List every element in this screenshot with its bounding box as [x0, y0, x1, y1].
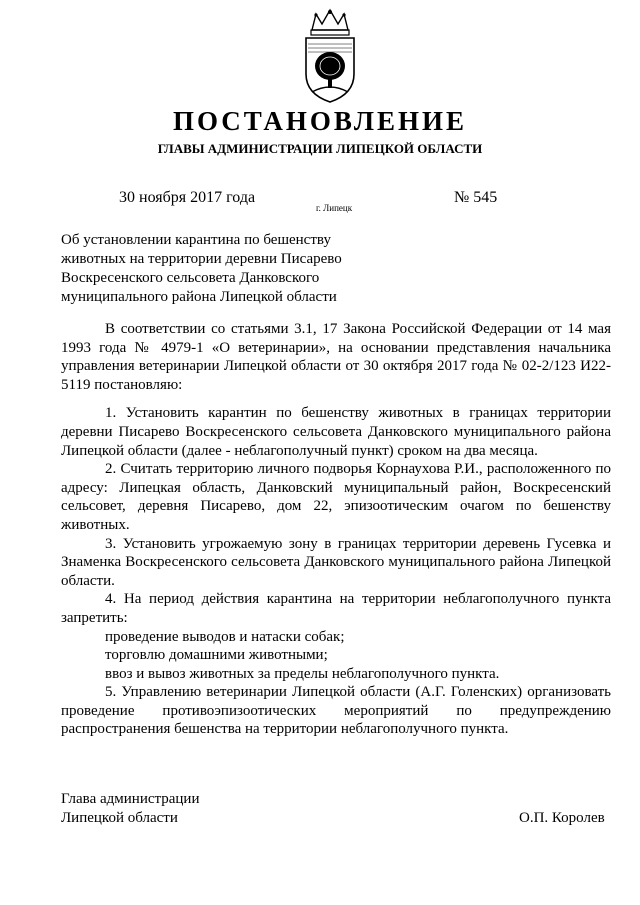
document-city: г. Липецк	[316, 203, 353, 213]
item-2-paragraph: 2. Считать территорию личного подворья Корнаухова Р.И., расположенного по адресу: Липецкая область, Данковский муниципальный район, Воскресенский сельсовет, деревня Писарево, дом 22, эпизоотическим очагом по бешенству животных.	[61, 461, 611, 533]
document-subject	[61, 231, 361, 307]
subject-line: Воскресенского сельсовета Данковского	[61, 270, 320, 286]
signatory-position-line: Глава администрации	[61, 791, 200, 807]
item-4-subitem: проведение выводов и натаски собак;	[105, 628, 345, 645]
item-4-subitem: торговлю домашними животными;	[105, 647, 328, 664]
item-1-paragraph: 1. Установить карантин по бешенству животных в границах территории деревни Писарево Воскресенского сельсовета Данковского муниципального района Липецкой области (далее - неблагополучный пункт) сроком на два месяца.	[61, 405, 611, 459]
preamble-paragraph: В соответствии со статьями 3.1, 17 Закона Российской Федерации от 14 мая 1993 года № 4979-1 «О ветеринарии», на основании представления начальника управления ветеринарии Липецкой области от 30 октября 2017 года № 02-2/123 И22-5119 постановляю:	[61, 321, 611, 393]
document-title: ПОСТАНОВЛЕНИЕ	[172, 106, 468, 136]
document-number: № 545	[454, 189, 498, 206]
item-4-subitem: ввоз и вывоз животных за пределы неблагополучного пункта.	[105, 665, 500, 682]
document-subtitle: ГЛАВЫ АДМИНИСТРАЦИИ ЛИПЕЦКОЙ ОБЛАСТИ	[157, 141, 483, 156]
item-3-paragraph: 3. Установить угрожаемую зону в границах территории деревень Гусевка и Знаменка Воскресенского сельсовета Данковского муниципального района Липецкой области.	[61, 535, 611, 589]
lipetsk-coat-of-arms-icon	[298, 8, 362, 104]
signatory-position-line: Липецкой области	[61, 810, 178, 826]
document-body	[61, 320, 611, 739]
subject-line: муниципального района Липецкой области	[61, 289, 337, 305]
document-date: 30 ноября 2017 года	[119, 189, 256, 206]
subject-line: Об установлении карантина по бешенству	[61, 232, 331, 248]
subject-line: животных на территории деревни Писарево	[61, 251, 342, 267]
signatory-name: О.П. Королев	[519, 810, 605, 826]
item-5-paragraph: 5. Управлению ветеринарии Липецкой области (А.Г. Голенских) организовать проведение противоэпизоотических мероприятий по предупреждению распространения бешенства на территории неблагополучного пункта.	[61, 684, 611, 738]
item-4-paragraph: 4. На период действия карантина на территории неблагополучного пункта запретить:	[61, 591, 611, 626]
signatory-position	[61, 790, 199, 828]
